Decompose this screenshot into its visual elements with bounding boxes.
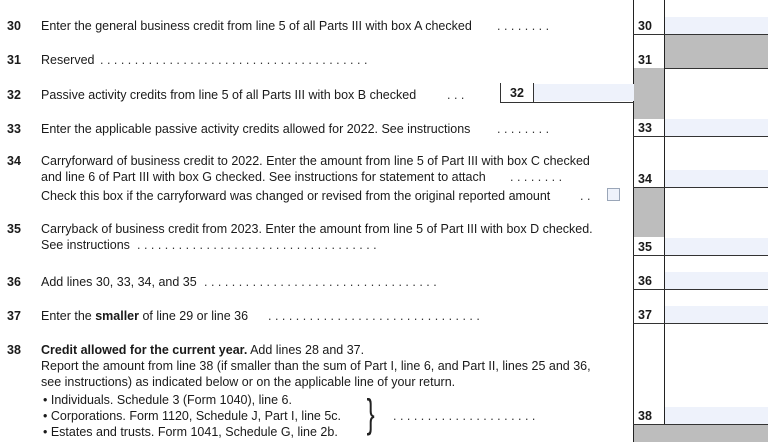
line-number-36: 36 [7,275,21,289]
rule-38 [633,424,768,425]
line-35-text-1: Carryback of business credit from 2023. Enter the amount from line 5 of Part III with box D checked. [41,222,593,236]
line-37-text [41,309,248,323]
line-31-text: Reserved [41,53,95,67]
line-37-text-post: of line 29 or line 36 [138,309,249,323]
line-38-text-bold: Credit allowed for the current year. [41,343,248,357]
leader-dots-34: . . . . . . . . [510,170,563,184]
leader-dots-36: . . . . . . . . . . . . . . . . . . . . . . . . . . . . . . . . . . [204,275,437,289]
rule-35 [633,255,768,256]
amount-field-30[interactable] [665,17,768,34]
line-37-text-pre: Enter the [41,309,96,323]
line-number-32: 32 [7,88,21,102]
line-34-text-1: Carryforward of business credit to 2022. Enter the amount from line 5 of Part III with box C checked [41,154,590,168]
box-label-32: 32 [510,86,524,100]
amount-field-35[interactable] [665,238,768,255]
line-38-text-2: Report the amount from line 38 (if smaller than the sum of Part I, line 6, and Part II, lines 25 and 36, [41,359,591,373]
line-32-text: Passive activity credits from line 5 of all Parts III with box B checked [41,88,417,102]
amount-field-36[interactable] [665,272,768,289]
bullet-corporations: • Corporations. Form 1120, Schedule J, Part I, line 5c. [43,409,342,423]
box-label-30: 30 [638,19,652,33]
leader-dots-38: . . . . . . . . . . . . . . . . . . . . . [393,409,536,423]
shaded-bottom [634,425,768,442]
line-number-35: 35 [7,222,21,236]
box-label-36: 36 [638,274,652,288]
shaded-label-34-35 [634,188,664,237]
box-label-37: 37 [638,308,652,322]
amount-field-37[interactable] [665,306,768,323]
leader-dots-31: . . . . . . . . . . . . . . . . . . . . . . . . . . . . . . . . . . . . . . . [100,53,368,67]
rule-37 [633,323,768,324]
line-number-37: 37 [7,309,21,323]
line-36-text: Add lines 30, 33, 34, and 35 [41,275,197,289]
rule-31 [665,68,768,69]
box-label-35: 35 [638,240,652,254]
bullet-individuals: • Individuals. Schedule 3 (Form 1040), line 6. [43,393,292,407]
box-label-34: 34 [638,172,652,186]
bullet-estates-trusts: • Estates and trusts. Form 1041, Schedule G, line 2b. [43,425,338,439]
line-number-33: 33 [7,122,21,136]
leader-dots-35: . . . . . . . . . . . . . . . . . . . . . . . . . . . . . . . . . . . [137,238,377,252]
line-33-text: Enter the applicable passive activity credits allowed for 2022. See instructions [41,122,471,136]
leader-dots-33: . . . . . . . . [497,122,550,136]
rule-36 [633,289,768,290]
box-label-31: 31 [638,53,652,67]
rule-34 [633,187,768,188]
shaded-label-32-33 [634,68,664,119]
line-35-text-2: See instructions [41,238,130,252]
line-30-text: Enter the general business credit from line 5 of all Parts III with box A checked [41,19,472,33]
leader-dots-34-check: . . [580,189,591,203]
amount-field-34[interactable] [665,170,768,187]
line-38-text-post: Add lines 28 and 37. [247,343,365,357]
line-number-31: 31 [7,53,21,67]
amount-field-33[interactable] [665,119,768,136]
leader-dots-30: . . . . . . . . [497,19,550,33]
shaded-amount-31 [665,35,768,68]
line-34-text-2: and line 6 of Part III with box G checked. See instructions for statement to attach [41,170,486,184]
leader-dots-37: . . . . . . . . . . . . . . . . . . . . . . . . . . . . . . . [268,309,480,323]
line-37-text-bold: smaller [95,309,139,323]
amount-field-32[interactable] [534,84,634,101]
right-brace: } [366,392,375,436]
box-label-33: 33 [638,121,652,135]
inline-box-32 [500,83,634,103]
box-label-38: 38 [638,409,652,423]
carryforward-revised-checkbox[interactable] [607,188,620,201]
carryforward-check-label: Check this box if the carryforward was changed or revised from the original reported amount [41,189,551,203]
line-38-text-3: see instructions) as indicated below or on the applicable line of your return. [41,375,456,389]
amount-field-38[interactable] [665,407,768,424]
rule-33 [633,136,768,137]
leader-dots-32: . . . [447,88,465,102]
line-number-30: 30 [7,19,21,33]
line-38-heading [41,343,364,357]
line-number-38: 38 [7,343,21,357]
rule-30 [633,34,768,35]
line-number-34: 34 [7,154,21,168]
